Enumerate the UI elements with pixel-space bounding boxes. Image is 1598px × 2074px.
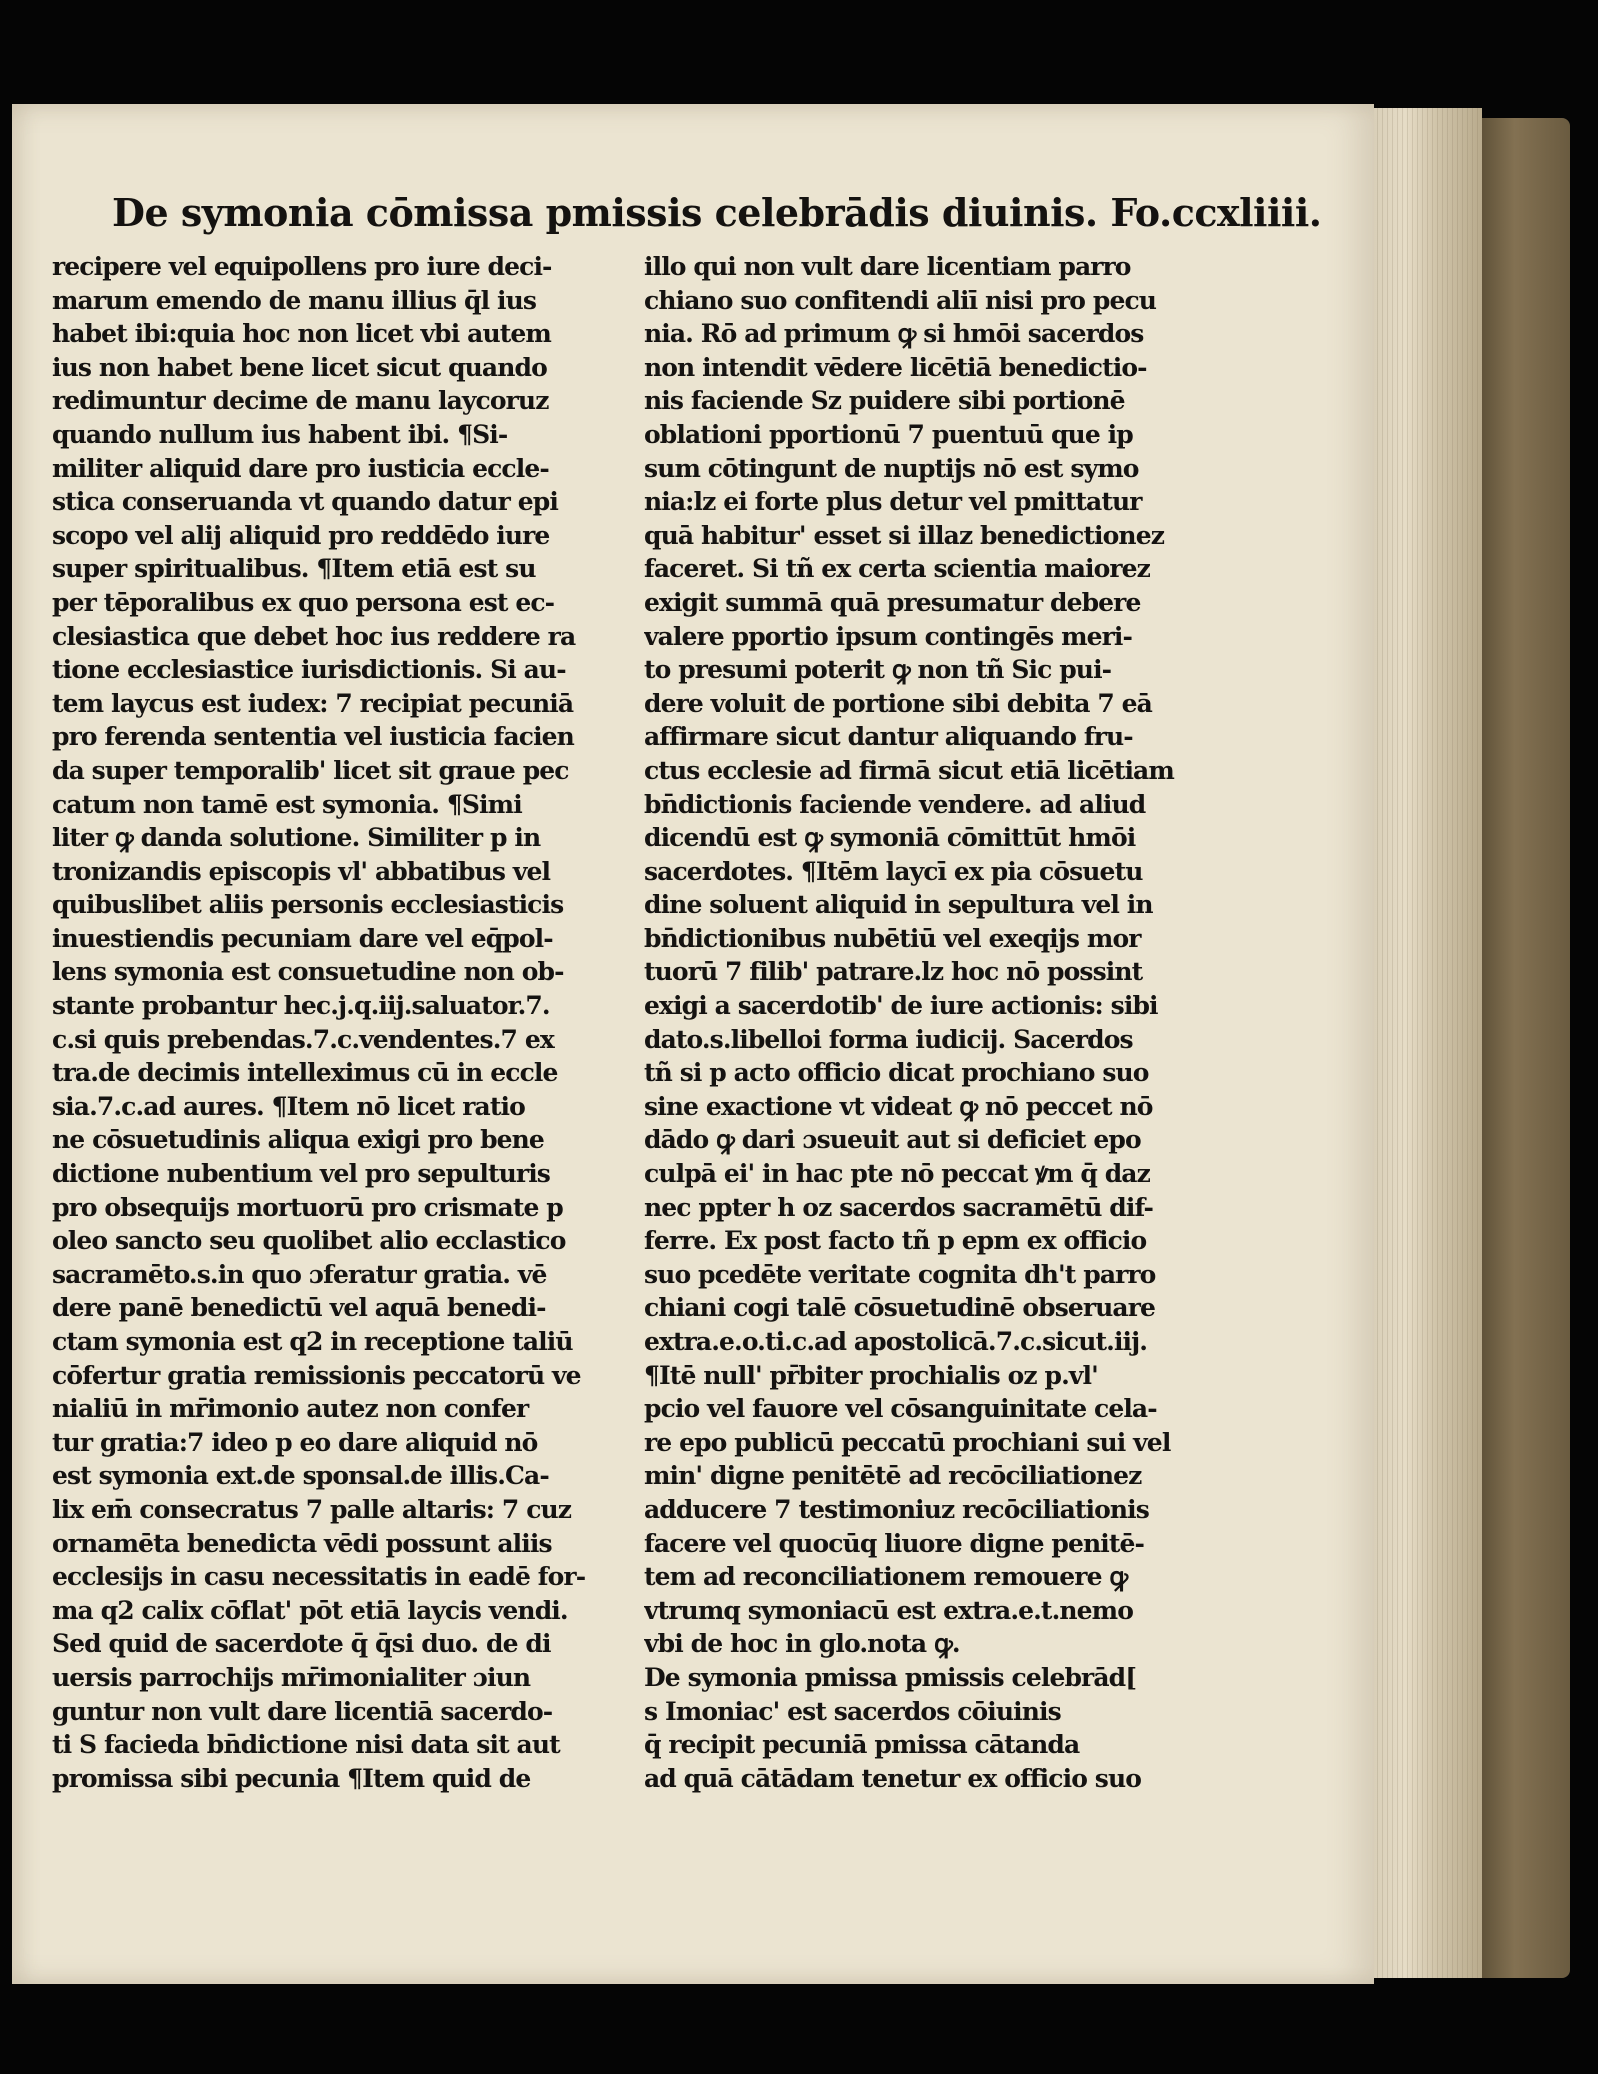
text-line: culpā ei' in hac pte nō peccat ꝟm q̄ daz [644,1159,1150,1189]
text-line: super spiritualibus. ¶Item etiā est su [52,554,536,584]
text-line: tñ si p acto officio dicat prochiano suo [644,1058,1149,1088]
text-line: sum cōtingunt de nuptijs nō est symo [644,453,1139,483]
text-line: De symonia pmissa pmissis celebrād[ [644,1662,1137,1692]
text-line: guntur non vult dare licentiā sacerdo- [52,1696,553,1726]
text-line: dato.s.libelloi forma iudicij. Sacerdos [644,1024,1133,1054]
book-back-cover [1478,118,1570,1978]
text-line: ctus ecclesie ad firmā sicut etiā licētiam [644,755,1174,785]
book-page [12,104,1374,1984]
text-line: marum emendo de manu illius q̄l ius [52,285,537,315]
text-line: ¶Itē null' pr̄biter prochialis oz p.vl' [644,1360,1098,1390]
text-line: Sed quid de sacerdote q̄ q̄si duo. de di [52,1629,551,1659]
text-line: s Imoniac' est sacerdos cōiuinis [644,1696,1061,1726]
right-column [644,250,1199,1795]
text-line: dere panē benedictū vel aquā benedi- [52,1293,546,1323]
text-line: to presumi poterit ꝙ non tñ Sic pui- [644,655,1112,685]
text-line: chiano suo confitendi aliī nisi pro pecu [644,285,1157,315]
text-line: nia:lz ei forte plus detur vel pmittatur [644,487,1142,517]
text-line: bn̄dictionibus nubētiū vel exeqijs mor [644,923,1141,953]
text-line: nialiū in mr̄imonio autez non confer [52,1394,529,1424]
text-line: sine exactione vt videat ꝙ nō peccet nō [644,1091,1153,1121]
text-line: suo pcedēte veritate cognita dh't parro [644,1259,1156,1289]
text-line: quā habitur' esset si illaz benedictionez [644,520,1165,550]
text-line: est symonia ext.de sponsal.de illis.Ca- [52,1461,549,1491]
text-line: nec ppter h oz sacerdos sacramētū dif- [644,1192,1153,1222]
text-line: dictione nubentium vel pro sepulturis [52,1159,550,1189]
text-line: ferre. Ex post facto tñ p epm ex officio [644,1226,1147,1256]
text-line: vbi de hoc in glo.nota ꝙ. [644,1629,960,1659]
text-line: catum non tamē est symonia. ¶Simi [52,789,522,819]
text-line: dere voluit de portione sibi debita 7 eā [644,688,1152,718]
text-line: stante probantur hec.j.q.iij.saluator.7. [52,991,550,1021]
text-line: tur gratia:7 ideo p eo dare aliquid nō [52,1427,538,1457]
text-line: tem laycus est iudex: 7 recipiat pecuniā [52,688,574,718]
text-line: pro obsequijs mortuorū pro crismate p [52,1192,563,1222]
page-block-edge [1370,108,1482,1978]
text-line: nis faciende Sz puidere sibi portionē [644,386,1125,416]
running-head: De symonia cōmissa pmissis celebrādis diuinis. Fo.ccxliiii. [112,190,1322,235]
text-line: dicendū est ꝙ symoniā cōmittūt hmōi [644,823,1136,853]
text-line: ne cōsuetudinis aliqua exigi pro bene [52,1125,544,1155]
text-line: non intendit vēdere licētiā benedictio- [644,352,1147,382]
text-line: ctam symonia est q2 in receptione taliū [52,1327,573,1356]
text-line: oleo sancto seu quolibet alio ecclastico [52,1226,566,1256]
text-line: habet ibi:quia hoc non licet vbi autem [52,319,551,349]
text-line: chiani cogi talē cōsuetudinē obseruare [644,1293,1156,1323]
text-line: nia. Rō ad primum ꝙ si hmōi sacerdos [644,319,1144,349]
text-line: inuestiendis pecuniam dare vel eq̄pol- [52,923,553,953]
text-line: exigi a sacerdotib' de iure actionis: sibi [644,991,1158,1021]
text-line: tem ad reconciliationem remouere ꝙ [644,1562,1128,1592]
text-line: c.si quis prebendas.7.c.vendentes.7 ex [52,1024,554,1054]
text-line: sia.7.c.ad aures. ¶Item nō licet ratio [52,1091,525,1121]
text-line: clesiastica que debet hoc ius reddere ra [52,621,576,651]
text-line: exigit summā quā presumatur debere [644,587,1141,617]
text-line: tra.de decimis intelleximus cū in eccle [52,1058,558,1088]
text-line: re epo publicū peccatū prochiani sui vel [644,1427,1171,1457]
text-line: scopo vel alij aliquid pro reddēdo iure [52,520,550,550]
text-line: uersis parrochijs mr̄imonialiter ɔiun [52,1662,531,1692]
text-line: redimuntur decime de manu laycoruz [52,386,549,416]
text-line: tione ecclesiastice iurisdictionis. Si au- [52,655,566,685]
text-line: min' digne penitētē ad recōciliationez [644,1461,1142,1491]
text-line: stica conseruanda vt quando datur epi [52,487,558,517]
text-line: vtrumq symoniacū est extra.e.t.nemo [644,1595,1133,1625]
text-line: oblationi pportionū 7 puentuū que ip [644,419,1133,449]
text-line: tronizandis episcopis vl' abbatibus vel [52,856,551,886]
text-line: ma q2 calix cōflat' pōt etiā laycis vendi. [52,1595,568,1625]
text-line: ti S facieda bn̄dictione nisi data sit aut [52,1730,560,1760]
text-line: cōfertur gratia remissionis peccatorū ve [52,1360,581,1390]
text-line: pro ferenda sententia vel iusticia facien [52,722,574,752]
text-line: q̄ recipit pecuniā pmissa cātanda [644,1730,1080,1760]
text-line: extra.e.o.ti.c.ad apostolicā.7.c.sicut.iij. [644,1327,1148,1356]
text-line: facere vel quocūq liuore digne penitē- [644,1528,1144,1558]
text-line: militer aliquid dare pro iusticia eccle- [52,453,549,483]
text-line: quando nullum ius habent ibi. ¶Si- [52,419,508,449]
text-line: pcio vel fauore vel cōsanguinitate cela- [644,1394,1157,1424]
text-line: adducere 7 testimoniuz recōciliationis [644,1494,1149,1524]
text-line: promissa sibi pecunia ¶Item quid de [52,1763,531,1793]
text-line: quibuslibet aliis personis ecclesiasticis [52,890,564,920]
left-column [52,250,607,1795]
text-line: lens symonia est consuetudine non ob- [52,957,564,987]
text-line: ius non habet bene licet sicut quando [52,352,547,382]
text-line: sacerdotes. ¶Itēm laycī ex pia cōsuetu [644,856,1143,886]
text-line: bn̄dictionis faciende vendere. ad aliud [644,789,1146,819]
text-line: dine soluent aliquid in sepultura vel in [644,890,1153,920]
text-line: tuorū 7 filib' patrare.lz hoc nō possint [644,957,1143,987]
text-line: affirmare sicut dantur aliquando fru- [644,722,1133,752]
text-line: ecclesijs in casu necessitatis in eadē for- [52,1562,586,1592]
text-line: ad quā cātādam tenetur ex officio suo [644,1763,1141,1793]
text-line: dādo ꝙ dari ɔsueuit aut si deficiet epo [644,1125,1141,1155]
text-line: liter ꝙ danda solutione. Similiter p in [52,823,541,853]
text-line: faceret. Si tñ ex certa scientia maiorez [644,554,1150,584]
text-line: illo qui non vult dare licentiam parro [644,252,1131,281]
text-line: valere pportio ipsum contingēs meri- [644,621,1132,651]
text-line: da super temporalib' licet sit graue pec [52,755,569,785]
text-line: ornamēta benedicta vēdi possunt aliis [52,1528,552,1558]
text-line: sacramēto.s.in quo ɔferatur gratia. vē [52,1259,547,1289]
text-line: recipere vel equipollens pro iure deci- [52,252,552,281]
text-line: lix em̄ consecratus 7 palle altaris: 7 cuz [52,1494,572,1524]
text-line: per tēporalibus ex quo persona est ec- [52,587,555,617]
